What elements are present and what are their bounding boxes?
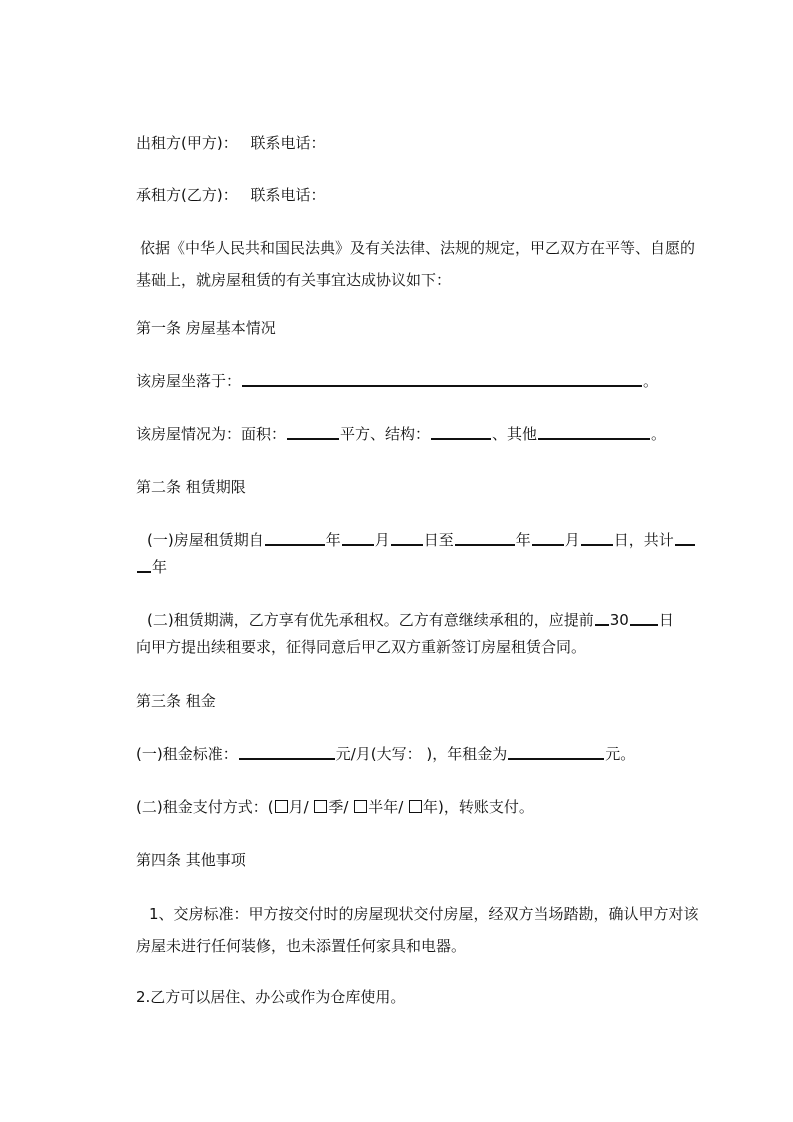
rent-standard-label: (一)租金标准：: [136, 745, 238, 763]
option-half-year: 半年/: [368, 798, 409, 816]
location-end: 。: [643, 372, 659, 390]
structure-label: 平方、结构：: [340, 425, 431, 443]
start-month-blank: [342, 544, 374, 546]
lessee-label: 承租方(乙方)：: [136, 186, 238, 204]
article3-title: 第三条 租金: [136, 692, 216, 710]
notice-blank-left: [595, 624, 609, 626]
term-line-1: [147, 531, 696, 549]
end-month-blank: [532, 544, 564, 546]
lessor-label: 出租方(甲方)：: [136, 134, 238, 152]
monthly-rent-blank: [239, 758, 335, 760]
payment-method-line: [136, 798, 534, 816]
handover-standard-paragraph: 1、交房标准：甲方按交付时的房屋现状交付房屋，经双方当场踏勘，确认甲方对该房屋未进行任何装修，也未添置任何家具和电器。: [136, 905, 699, 955]
lessor-phone-label: 联系电话：: [250, 134, 326, 152]
rent-per-month-text: 元/月(大写： )，年租金为: [335, 745, 508, 763]
area-label: 该房屋情况为：面积：: [136, 425, 287, 443]
notice-days: 30: [609, 611, 629, 629]
location-blank: [242, 385, 642, 387]
renewal-line-2: 向甲方提出续租要求，征得同意后甲乙双方重新签订房屋租赁合同。: [136, 638, 587, 656]
checkbox-half-year[interactable]: [354, 800, 367, 813]
notice-blank-right: [630, 624, 658, 626]
location-line: [136, 372, 658, 390]
year2-label: 年: [515, 531, 531, 549]
total-years-blank-1: [675, 544, 695, 546]
year-label: 年: [325, 531, 341, 549]
checkbox-month[interactable]: [275, 800, 288, 813]
lessee-line: [136, 186, 326, 204]
option-month: 月/: [288, 798, 314, 816]
end-year-blank: [455, 544, 515, 546]
checkbox-quarter[interactable]: [314, 800, 327, 813]
other-label: 、其他: [492, 425, 538, 443]
lessee-phone-label: 联系电话：: [250, 186, 326, 204]
lessor-line: [136, 134, 326, 152]
article4-title: 第四条 其他事项: [136, 851, 246, 869]
house-info-line: [136, 425, 666, 443]
location-label: 该房屋坐落于：: [136, 372, 242, 390]
month2-label: 月: [564, 531, 580, 549]
term-line-2: [136, 558, 167, 576]
years-tail: 年: [152, 558, 168, 576]
notice-day-unit: 日: [658, 611, 674, 629]
other-blank: [538, 438, 650, 440]
day-to-label: 日至: [423, 531, 454, 549]
option-quarter: 季/: [328, 798, 354, 816]
start-year-blank: [265, 544, 325, 546]
end-day-blank: [581, 544, 613, 546]
annual-rent-blank: [508, 758, 604, 760]
article2-title: 第二条 租赁期限: [136, 478, 246, 496]
structure-blank: [431, 438, 491, 440]
checkbox-year[interactable]: [409, 800, 422, 813]
total-years-blank-2: [137, 571, 151, 573]
area-blank: [287, 438, 339, 440]
usage-paragraph: 2.乙方可以居住、办公或作为仓库使用。: [136, 988, 406, 1006]
term-intro: (一)房屋租赁期自: [147, 531, 264, 549]
yuan-end: 元。: [605, 745, 636, 763]
article1-title: 第一条 房屋基本情况: [136, 319, 276, 337]
option-year: 年)，转账支付。: [423, 798, 534, 816]
start-day-blank: [391, 544, 423, 546]
total-label: 日，共计: [613, 531, 674, 549]
info-end: 。: [651, 425, 667, 443]
rent-standard-line: [136, 745, 635, 763]
preamble-paragraph: 依据《中华人民共和国民法典》及有关法律、法规的规定，甲乙双方在平等、自愿的基础上，就房屋租赁的有关事宜达成协议如下：: [136, 239, 696, 289]
renewal-text: (二)租赁期满，乙方享有优先承租权。乙方有意继续承租的，应提前: [147, 611, 594, 629]
month-label: 月: [374, 531, 390, 549]
payment-label: (二)租金支付方式：(: [136, 798, 274, 816]
renewal-line-1: [147, 611, 674, 629]
